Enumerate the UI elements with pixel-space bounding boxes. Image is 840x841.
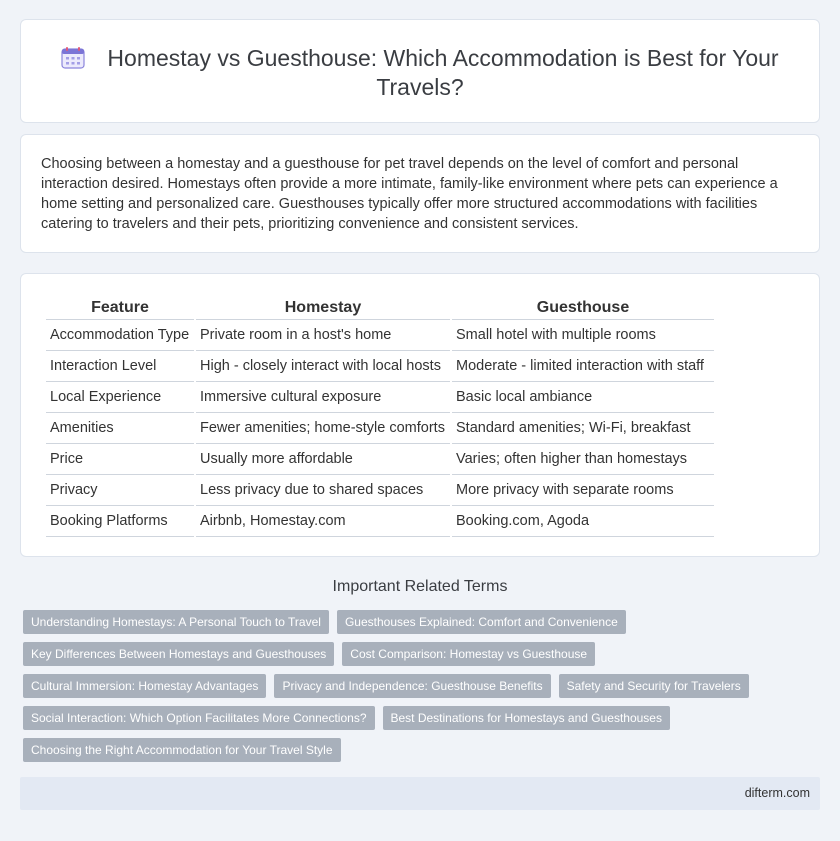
related-term-tag[interactable]: Choosing the Right Accommodation for Your Travel Style [23,738,341,762]
related-term-tag[interactable]: Guesthouses Explained: Comfort and Convenience [337,610,626,634]
table-cell: Privacy [46,475,194,506]
comparison-card [20,273,820,557]
related-term-tag[interactable]: Privacy and Independence: Guesthouse Benefits [274,674,550,698]
intro-paragraph: Choosing between a homestay and a guesthouse for pet travel depends on the level of comfort and personal interaction desired. Homestays often provide a more intimate, family-like environment where pets can experience a home setting and personalized care. Guesthouses typically offer more structured accommodations with facilities catering to travelers and their pets, prioritizing convenience and consistent services. [41,156,778,232]
table-cell: Basic local ambiance [452,382,714,413]
table-row [46,413,714,444]
table-cell: Moderate - limited interaction with staff [452,351,714,382]
table-cell: Local Experience [46,382,194,413]
comparison-table [44,295,716,537]
page-title: Homestay vs Guesthouse: Which Accommodation is Best for Your Travels? [107,45,779,100]
related-term-tag[interactable]: Safety and Security for Travelers [559,674,749,698]
table-row [46,475,714,506]
related-term-tag[interactable]: Social Interaction: Which Option Facilitates More Connections? [23,706,375,730]
intro-card [20,134,820,253]
calendar-icon [61,47,85,69]
table-row [46,506,714,537]
table-cell: Interaction Level [46,351,194,382]
related-term-tag[interactable]: Cost Comparison: Homestay vs Guesthouse [342,642,595,666]
column-header-homestay: Homestay [196,295,450,320]
table-cell: Less privacy due to shared spaces [196,475,450,506]
table-cell: Airbnb, Homestay.com [196,506,450,537]
table-cell: Fewer amenities; home-style comforts [196,413,450,444]
table-cell: Amenities [46,413,194,444]
column-header-guesthouse: Guesthouse [452,295,714,320]
table-cell: Accommodation Type [46,320,194,351]
page-title-wrap [21,44,819,102]
table-row [46,351,714,382]
table-cell: Booking.com, Agoda [452,506,714,537]
table-cell: High - closely interact with local hosts [196,351,450,382]
related-terms-heading: Important Related Terms [332,578,508,595]
related-term-tag[interactable]: Understanding Homestays: A Personal Touch to Travel [23,610,329,634]
table-row [46,444,714,475]
title-card [20,19,820,123]
table-header-row [46,295,714,320]
table-cell: Usually more affordable [196,444,450,475]
table-cell: Standard amenities; Wi-Fi, breakfast [452,413,714,444]
column-header-feature: Feature [46,295,194,320]
footer [20,777,820,810]
table-cell: Small hotel with multiple rooms [452,320,714,351]
table-cell: Varies; often higher than homestays [452,444,714,475]
table-row [46,382,714,413]
table-cell: Price [46,444,194,475]
related-term-tag[interactable]: Best Destinations for Homestays and Guesthouses [383,706,670,730]
table-cell: Booking Platforms [46,506,194,537]
related-term-tag[interactable]: Cultural Immersion: Homestay Advantages [23,674,266,698]
footer-site-link[interactable]: difterm.com [744,786,810,800]
table-cell: Immersive cultural exposure [196,382,450,413]
table-cell: Private room in a host's home [196,320,450,351]
table-cell: More privacy with separate rooms [452,475,714,506]
table-row [46,320,714,351]
related-term-tag[interactable]: Key Differences Between Homestays and Guesthouses [23,642,334,666]
related-terms-list [23,610,803,762]
